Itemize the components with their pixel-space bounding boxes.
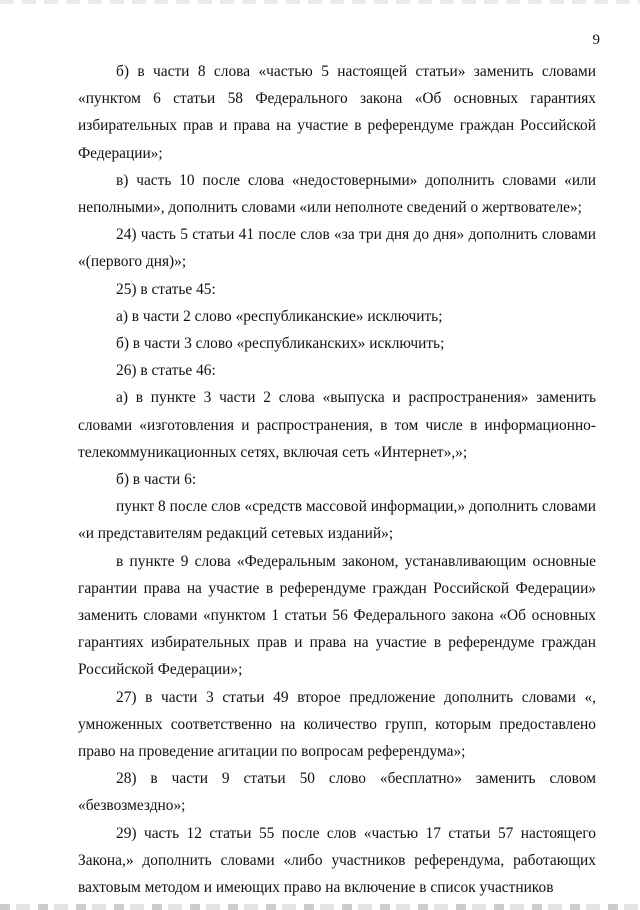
paragraph-10: пункт 8 после слов «средств массовой информации,» дополнить словами «и представителям редакций сетевых изданий»; bbox=[78, 498, 596, 543]
scan-edge-top bbox=[0, 0, 640, 4]
paragraph-12: 27) в части 3 статьи 49 второе предложение дополнить словами «, умноженных соответственно на количество групп, которым предоставлено право на проведение агитации по вопросам референдума»; bbox=[78, 688, 596, 761]
paragraph-7: 26) в статье 46: bbox=[116, 362, 216, 380]
paragraph-13: 28) в части 9 статьи 50 слово «бесплатно» заменить словом «безвозмездно»; bbox=[78, 770, 596, 815]
paragraph-2: в) часть 10 после слова «недостоверными» дополнить словами «или неполными», дополнить словами «или неполноте сведений о жертвователе»; bbox=[78, 171, 596, 217]
paragraph-8: а) в пункте 3 части 2 слова «выпуска и распространения» заменить словами «изготовления и распространения, в том числе в информационно-телекоммуникационных сетях, включая сеть «Интернет»,»; bbox=[78, 389, 596, 461]
paragraph-6: б) в части 3 слово «республиканских» исключить; bbox=[116, 335, 445, 353]
document-body bbox=[78, 58, 596, 901]
paragraph-11: в пункте 9 слова «Федеральным законом, устанавливающим основные гарантии права на участие в референдуме граждан Российской Федерации» заменить словами «пунктом 1 статьи 56 Федерального закона «Об основных гарантиях избирательных прав и права на участие в референдуме граждан Российской Федерации»; bbox=[78, 552, 596, 679]
scan-edge-bottom bbox=[0, 904, 640, 910]
paragraph-14: 29) часть 12 статьи 55 после слов «частью 17 статьи 57 настоящего Закона,» дополнить словами «либо участников референдума, работающих вахтовым методом и имеющих право на включение в список участников bbox=[78, 824, 596, 897]
paragraph-9: б) в части 6: bbox=[116, 471, 197, 489]
page-number: 9 bbox=[592, 32, 600, 48]
paragraph-3: 24) часть 5 статьи 41 после слов «за три дня до дня» дополнить словами «(первого дня)»; bbox=[78, 226, 596, 271]
paragraph-4: 25) в статье 45: bbox=[116, 280, 216, 298]
paragraph-1: б) в части 8 слова «частью 5 настоящей статьи» заменить словами «пунктом 6 статьи 58 Федерального закона «Об основных гарантиях избирательных прав и права на участие в референдуме граждан Российской Федерации»; bbox=[78, 63, 596, 162]
paragraph-5: а) в части 2 слово «республиканские» исключить; bbox=[116, 307, 443, 325]
